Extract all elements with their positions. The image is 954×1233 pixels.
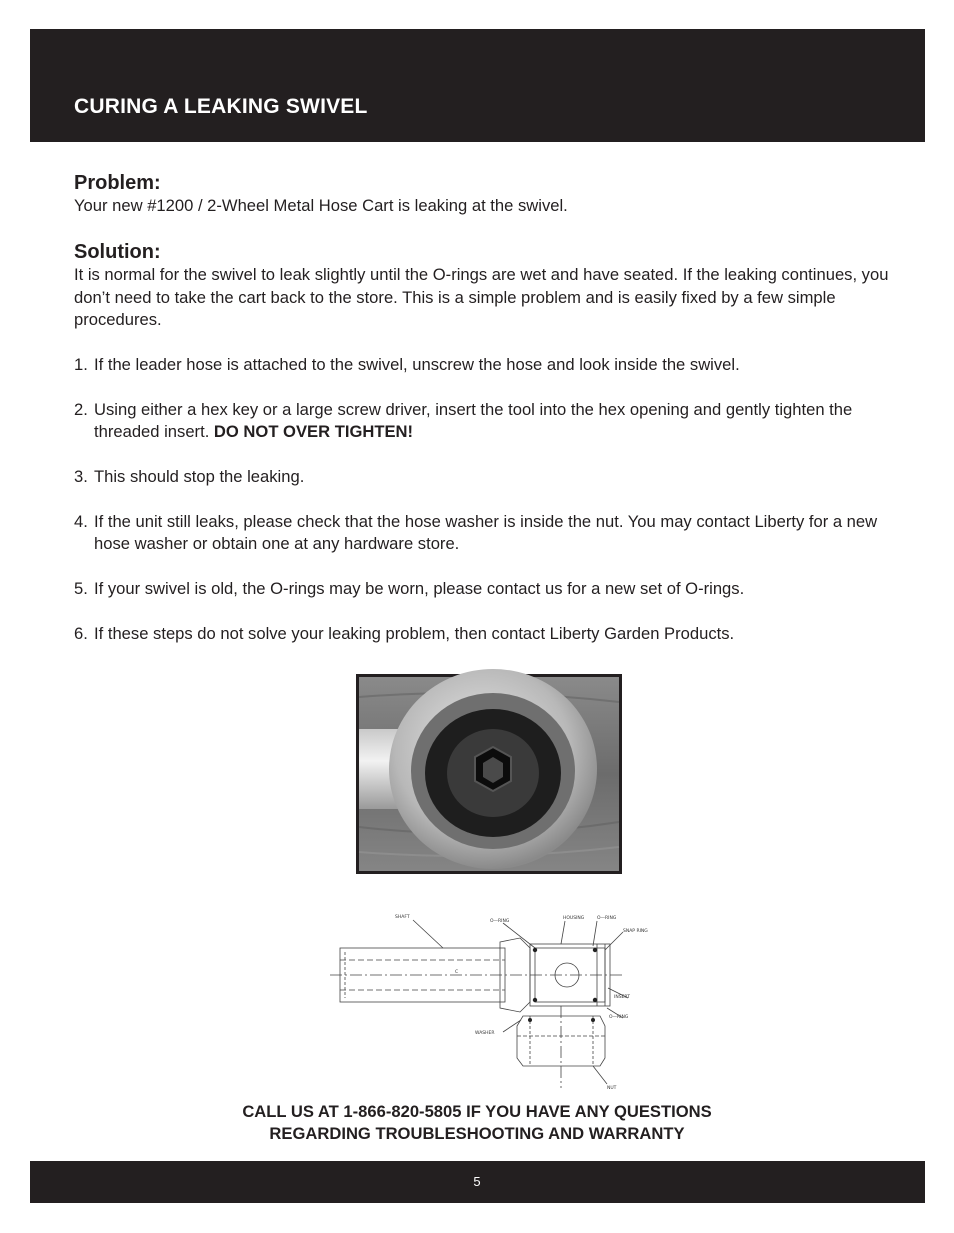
main-content (74, 171, 894, 645)
label-nut: NUT (607, 1086, 617, 1091)
step-number: 6. (74, 623, 88, 643)
step-text: If the leader hose is attached to the swivel, unscrew the hose and look inside the swivel. (94, 355, 740, 375)
step-text: This should stop the leaking. (94, 467, 305, 487)
step-text: If the unit still leaks, please check that the hose washer is inside the nut. You may contact Liberty for a new hose washer or obtain one at any hardware store. (94, 511, 878, 554)
step-item (74, 466, 894, 488)
step-item (74, 399, 894, 444)
label-center-mark: C (455, 970, 459, 975)
swivel-photo-illustration (359, 677, 619, 871)
label-housing: HOUSING (563, 916, 585, 921)
step-item (74, 623, 894, 645)
step-text-wrap (94, 399, 894, 444)
step-text: If these steps do not solve your leaking problem, then contact Liberty Garden Products. (94, 623, 735, 643)
call-line-2: REGARDING TROUBLESHOOTING AND WARRANTY (269, 1124, 685, 1143)
call-to-action (0, 1101, 954, 1145)
step-number: 5. (74, 579, 88, 599)
problem-text: Your new #1200 / 2-Wheel Metal Hose Cart is leaking at the swivel. (74, 196, 568, 215)
step-item (74, 578, 894, 600)
step-number: 2. (74, 399, 88, 419)
label-shaft: SHAFT (395, 915, 410, 920)
step-item (74, 511, 894, 556)
step-text: If your swivel is old, the O-rings may be worn, please contact us for a new set of O-rings. (94, 579, 745, 599)
label-o-ring: O—RING (490, 919, 510, 924)
page-title: CURING A LEAKING SWIVEL (74, 95, 368, 118)
step-item (74, 354, 894, 376)
label-washer: WASHER (475, 1031, 495, 1036)
step-number: 3. (74, 467, 88, 487)
swivel-diagram (325, 908, 648, 1093)
step-number: 1. (74, 355, 88, 375)
header-bar (30, 29, 925, 142)
page-number: 5 (473, 1174, 481, 1189)
call-line-1: CALL US AT 1-866-820-5805 IF YOU HAVE ANY QUESTIONS (242, 1102, 712, 1121)
solution-intro: It is normal for the swivel to leak slightly until the O-rings are wet and have seated. If the leaking continues, you don’t need to take the cart back to the store. This is a simple problem and is easily fixed by a few simple procedures. (74, 265, 889, 330)
solution-heading: Solution: (74, 241, 161, 264)
label-snap-ring: SNAP RING (623, 929, 648, 934)
swivel-cross-section-diagram (325, 908, 648, 1093)
step-number: 4. (74, 511, 88, 531)
step-warning: DO NOT OVER TIGHTEN! (213, 422, 414, 442)
step-text: Using either a hex key or a large screw driver, insert the tool into the hex opening and gently tighten the threaded insert. (94, 399, 853, 442)
problem-heading: Problem: (74, 172, 161, 194)
label-o-ring: O—RING (597, 916, 617, 921)
label-o-ring: O—RING (609, 1015, 629, 1020)
label-insert: INSERT (614, 995, 630, 1000)
swivel-photo (356, 674, 622, 874)
